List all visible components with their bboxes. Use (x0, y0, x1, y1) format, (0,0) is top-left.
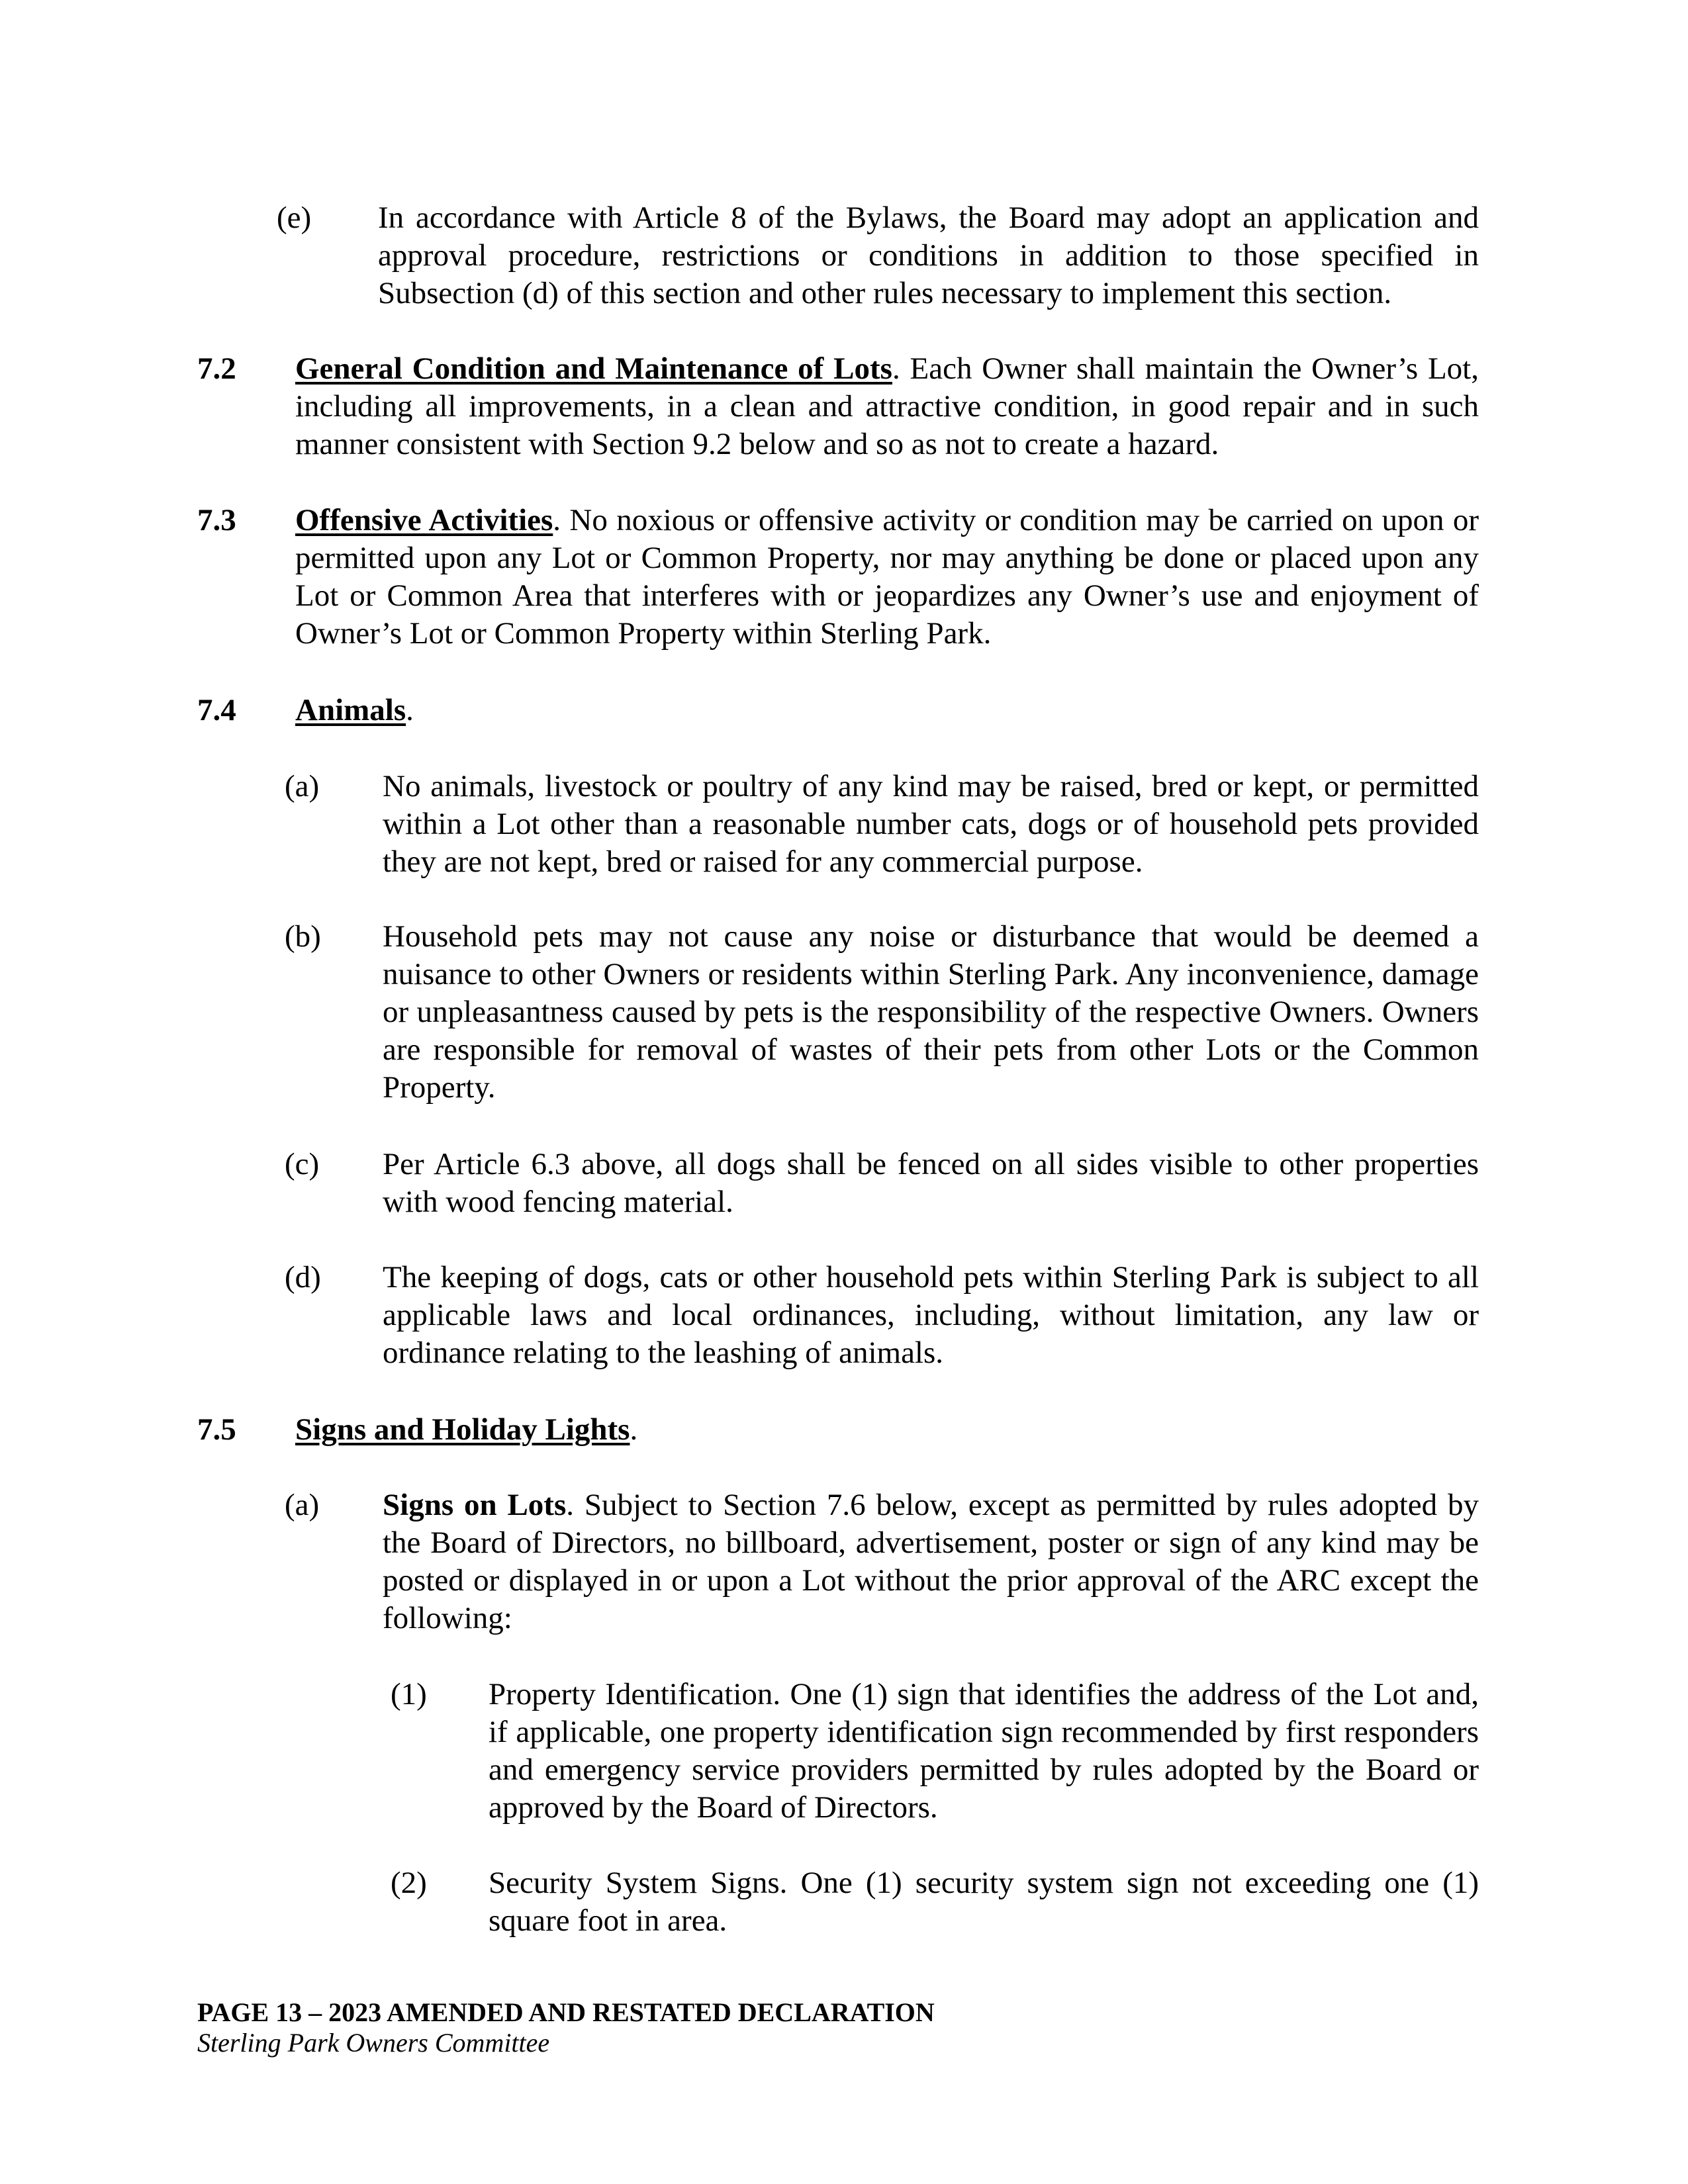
subsection-7-5-a-paragraph (383, 1486, 1479, 1637)
subsection-title: Signs on Lots (383, 1488, 567, 1522)
item-text: Security System Signs. One (1) security system sign not exceeding one (1) square foot in area. (489, 1866, 1479, 1938)
section-number: 7.4 (197, 693, 236, 727)
subsection-text: The keeping of dogs, cats or other household pets within Sterling Park is subject to all applicable laws and local ordinances, including, without limitation, any law or ordinance relating to the leashing of animals. (383, 1260, 1479, 1370)
section-title: Signs and Holiday Lights (295, 1412, 630, 1447)
subsection-label: (a) (285, 1488, 320, 1522)
section-7-4-heading (295, 692, 1479, 729)
subsection-text: Per Article 6.3 above, all dogs shall be fenced on all sides visible to other properties with wood fencing material. (383, 1147, 1479, 1219)
section-7-3-paragraph (295, 502, 1479, 653)
section-number: 7.3 (197, 503, 236, 537)
section-number: 7.2 (197, 351, 236, 386)
section-7-5-heading (295, 1411, 1479, 1449)
subsection-text: Household pets may not cause any noise or disturbance that would be deemed a nuisance to other Owners or residents within Sterling Park. Any inconvenience, damage or unpleasantness caused by pets is the responsibility of the respective Owners. Owners are responsible for removal of wastes of their pets from other Lots or the Common Property. (383, 919, 1479, 1105)
page-footer-subtitle: Sterling Park Owners Committee (197, 2028, 550, 2058)
section-text: . No noxious or offensive activity or condition may be carried on upon or permitted upon any Lot or Common Property, nor may anything be done or placed upon any Lot or Common Area that interferes with or jeopardizes any Owner’s use and enjoyment of Owner’s Lot or Common Property within Sterling Park. (295, 503, 1479, 651)
item-label: (1) (391, 1677, 427, 1711)
section-title: Offensive Activities (295, 503, 553, 537)
subsection-label: (d) (285, 1260, 321, 1295)
subsection-text: No animals, livestock or poultry of any kind may be raised, bred or kept, or permitted within a Lot other than a reasonable number cats, dogs or of household pets provided they are not kept, bred or raised for any commercial purpose. (383, 769, 1479, 879)
subsection-text: In accordance with Article 8 of the Bylaws, the Board may adopt an application and approval procedure, restrictions or conditions in addition to those specified in Subsection (d) of this section and other rules necessary to implement this section. (378, 201, 1479, 310)
heading-period: . (406, 693, 414, 727)
section-7-2-paragraph (295, 350, 1479, 463)
page-footer-title: PAGE 13 – 2023 AMENDED AND RESTATED DECLARATION (197, 1997, 935, 2027)
section-title: Animals (295, 693, 406, 727)
item-label: (2) (391, 1866, 427, 1900)
subsection-label: (c) (285, 1147, 320, 1181)
subsection-label: (e) (277, 201, 312, 235)
heading-period: . (630, 1412, 638, 1447)
item-text: Property Identification. One (1) sign that identifies the address of the Lot and, if applicable, one property identification sign recommended by first responders and emergency service providers permitted by rules adopted by the Board or approved by the Board of Directors. (489, 1677, 1479, 1825)
subsection-label: (a) (285, 769, 320, 803)
section-title: General Condition and Maintenance of Lots (295, 351, 892, 386)
section-number: 7.5 (197, 1412, 236, 1447)
subsection-label: (b) (285, 919, 321, 954)
subsection-text: . Subject to Section 7.6 below, except as permitted by rules adopted by the Board of Directors, no billboard, advertisement, poster or sign of any kind may be posted or displayed in or upon a Lot without the prior approval of the ARC except the following: (383, 1488, 1479, 1635)
section-text: . Each Owner shall maintain the Owner’s Lot, including all improvements, in a clean and attractive condition, in good repair and in such manner consistent with Section 9.2 below and so as not to create a hazard. (295, 351, 1479, 461)
